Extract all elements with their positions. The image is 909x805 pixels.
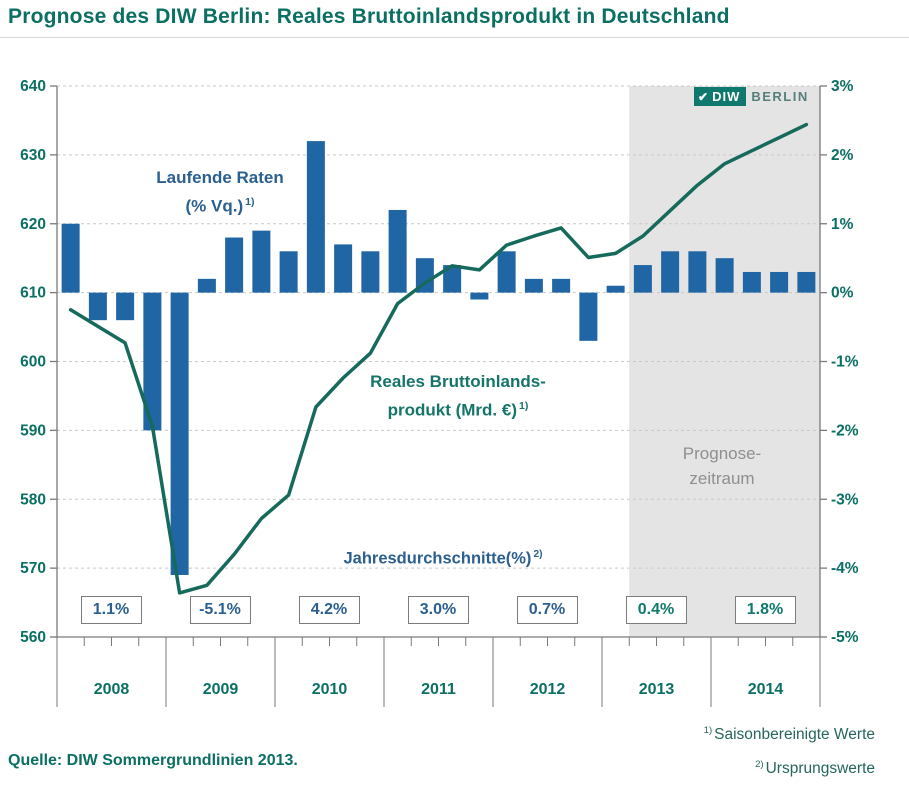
- gdp-quarterly-rate-bar: [361, 251, 379, 292]
- right-axis-tick-label: 1%: [831, 215, 854, 233]
- diw-logo-mark-text: DIW: [712, 89, 741, 104]
- gdp-quarterly-rate-bar: [171, 293, 189, 575]
- bars-series-label: [130, 166, 310, 219]
- bars-series-label-footref: 1): [245, 196, 255, 208]
- annual-average-box-2008: 1.1%: [81, 596, 142, 624]
- bars-series-label-line1: Laufende Raten: [156, 168, 284, 187]
- line-series-label-line1: Reales Bruttoinlands-: [370, 372, 546, 391]
- gdp-quarterly-rate-bar: [797, 272, 815, 293]
- annual-averages-label-text: Jahresdurchschnitte(%): [343, 549, 532, 568]
- gdp-quarterly-rate-bar: [280, 251, 298, 292]
- gdp-quarterly-rate-bar: [770, 272, 788, 293]
- left-axis-tick-label: 600: [20, 353, 46, 371]
- annual-averages-label: [313, 549, 573, 569]
- right-axis-tick-label: -2%: [831, 422, 859, 440]
- year-label: 2010: [311, 681, 348, 698]
- right-axis-tick-label: -1%: [831, 353, 859, 371]
- gdp-quarterly-rate-bar: [252, 231, 270, 293]
- line-series-label-footref: 1): [519, 400, 529, 412]
- gdp-quarterly-rate-bar: [607, 286, 625, 293]
- footnote-1-marker: 1): [703, 725, 713, 736]
- check-icon: ✔: [698, 89, 709, 104]
- annual-average-box-2011: 3.0%: [408, 596, 469, 624]
- gdp-quarterly-rate-bar: [579, 293, 597, 341]
- gdp-quarterly-rate-bar: [389, 210, 407, 293]
- right-axis-tick-label: 3%: [831, 78, 854, 95]
- gdp-quarterly-rate-bar: [470, 293, 488, 300]
- footnote-1: [702, 716, 875, 750]
- gdp-quarterly-rate-bar: [334, 244, 352, 292]
- gdp-quarterly-rate-bar: [225, 238, 243, 293]
- annual-average-box-2014: 1.8%: [735, 596, 796, 624]
- footnote-1-text: Saisonbereinigte Werte: [714, 726, 875, 744]
- left-axis-tick-label: 640: [20, 78, 46, 95]
- right-axis-tick-label: -5%: [831, 629, 859, 646]
- annual-average-box-2013: 0.4%: [626, 596, 687, 624]
- footnote-2-marker: 2): [755, 759, 764, 771]
- year-label: 2011: [421, 681, 456, 698]
- year-label: 2012: [529, 681, 566, 698]
- diw-logo-text: BERLIN: [751, 89, 809, 104]
- annual-average-box-2009: -5.1%: [190, 596, 251, 624]
- page-title: Prognose des DIW Berlin: Reales Bruttoinlandsprodukt in Deutschland: [8, 5, 730, 28]
- left-axis-tick-label: 620: [20, 215, 46, 233]
- gdp-quarterly-rate-bar: [743, 272, 761, 293]
- year-label: 2013: [638, 681, 675, 698]
- source-note: Quelle: DIW Sommergrundlinien 2013.: [8, 752, 298, 769]
- diw-logo: [694, 87, 809, 106]
- gdp-quarterly-rate-bar: [198, 279, 216, 293]
- right-axis-tick-label: -4%: [831, 560, 859, 578]
- gdp-quarterly-rate-bar: [716, 258, 734, 292]
- forecast-period-label-line1: Prognose-: [682, 444, 762, 463]
- gdp-quarterly-rate-bar: [89, 293, 107, 321]
- right-axis-tick-label: 0%: [831, 284, 854, 302]
- right-axis-tick-label: -3%: [831, 491, 859, 509]
- year-label: 2014: [747, 681, 784, 698]
- gdp-quarterly-rate-bar: [688, 251, 706, 292]
- gdp-quarterly-rate-bar: [498, 251, 516, 292]
- footnote-2: [702, 750, 875, 784]
- line-series-label: [348, 370, 568, 423]
- annual-average-box-2012: 0.7%: [517, 596, 578, 624]
- bars-series-label-line2: (% Vq.): [185, 196, 244, 216]
- left-axis-tick-label: 630: [20, 146, 46, 164]
- left-axis-tick-label: 560: [20, 629, 46, 646]
- annual-average-box-2010: 4.2%: [299, 596, 360, 624]
- gdp-quarterly-rate-bar: [634, 265, 652, 293]
- footnote-2-text: Ursprungswerte: [765, 760, 875, 778]
- year-label: 2008: [93, 681, 130, 698]
- gdp-quarterly-rate-bar: [552, 279, 570, 293]
- footnotes: [702, 716, 875, 784]
- right-axis-tick-label: 2%: [831, 146, 854, 164]
- forecast-period-label: [647, 441, 797, 491]
- year-label: 2009: [202, 681, 239, 698]
- gdp-quarterly-rate-bar: [62, 224, 80, 293]
- gdp-quarterly-rate-bar: [116, 293, 134, 321]
- line-series-label-line2: produkt (Mrd. €): [387, 400, 517, 420]
- annual-averages-label-footref: 2): [533, 549, 543, 560]
- left-axis-tick-label: 610: [20, 284, 46, 302]
- left-axis-tick-label: 580: [20, 491, 46, 509]
- left-axis-tick-label: 590: [20, 422, 46, 440]
- forecast-period-label-line2: zeitraum: [689, 469, 755, 488]
- gdp-quarterly-rate-bar: [661, 251, 679, 292]
- gdp-quarterly-rate-bar: [525, 279, 543, 293]
- left-axis-tick-label: 570: [20, 560, 46, 578]
- diw-logo-mark: [694, 87, 746, 106]
